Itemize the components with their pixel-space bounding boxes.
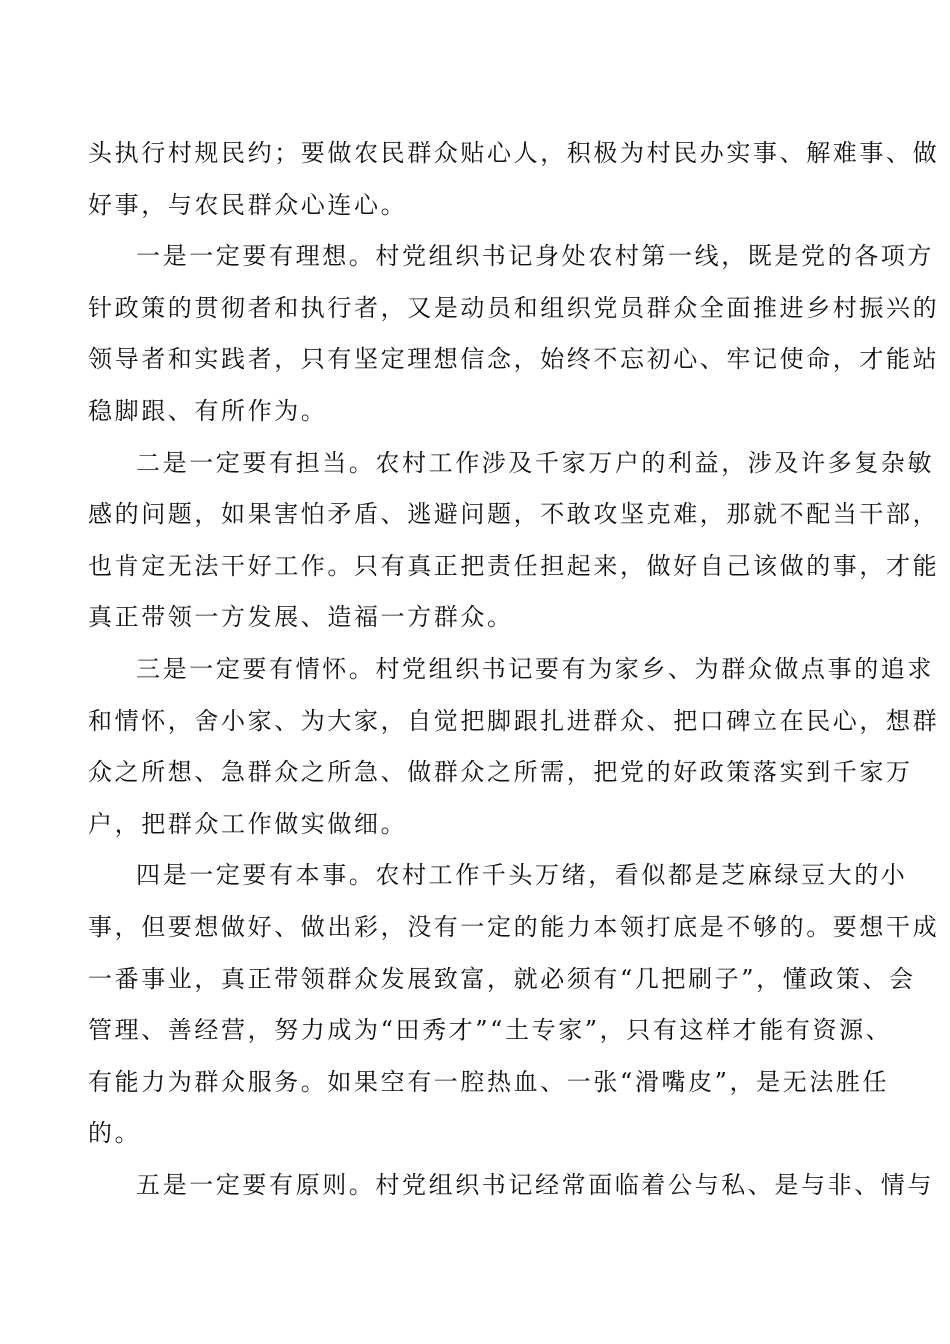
paragraph-4-start: 四是一定要有本事。农村工作千头万绪，看似都是芝麻绿豆大的小 <box>136 861 908 890</box>
text-line: 事，但要想做好、做出彩，没有一定的能力本领打底是不够的。要想干成 <box>88 912 940 941</box>
paragraph-1-start: 一是一定要有理想。村党组织书记身处农村第一线，既是党的各项方 <box>136 242 934 271</box>
paragraph-3-start: 三是一定要有情怀。村党组织书记要有为家乡、为群众做点事的追求 <box>136 654 934 683</box>
text-line: 头执行村规民约；要做农民群众贴心人，积极为村民办实事、解难事、做 <box>88 139 940 167</box>
text-line: 领导者和实践者，只有坚定理想信念，始终不忘初心、牢记使命，才能站 <box>88 345 940 374</box>
text-line: 的。 <box>88 1119 142 1148</box>
text-line: 真正带领一方发展、造福一方群众。 <box>88 603 514 632</box>
text-line: 和情怀，舍小家、为大家，自觉把脚跟扎进群众、把口碑立在民心，想群 <box>88 706 940 735</box>
paragraph-5-start: 五是一定要有原则。村党组织书记经常面临着公与私、是与非、情与 <box>136 1170 934 1199</box>
text-line: 好事，与农民群众心连心。 <box>88 190 408 219</box>
document-body <box>88 128 940 1211</box>
text-line: 稳脚跟、有所作为。 <box>88 396 328 425</box>
text-line: 针政策的贯彻者和执行者，又是动员和组织党员群众全面推进乡村振兴的 <box>88 293 940 322</box>
text-line: 管理、善经营，努力成为“田秀才”“土专家”，只有这样才能有资源、 <box>88 1016 893 1045</box>
text-line: 感的问题，如果害怕矛盾、逃避问题，不敢攻坚克难，那就不配当干部， <box>88 500 940 529</box>
text-line: 有能力为群众服务。如果空有一腔热血、一张“滑嘴皮”，是无法胜任 <box>88 1067 890 1096</box>
paragraph-2-start: 二是一定要有担当。农村工作涉及千家万户的利益，涉及许多复杂敏 <box>136 448 934 477</box>
text-line: 一番事业，真正带领群众发展致富，就必须有“几把刷子”，懂政策、会 <box>88 964 916 993</box>
text-line: 也肯定无法干好工作。只有真正把责任担起来，做好自己该做的事，才能 <box>88 551 940 580</box>
text-line: 众之所想、急群众之所急、做群众之所需，把党的好政策落实到千家万 <box>88 758 913 787</box>
text-line: 户，把群众工作做实做细。 <box>88 809 408 838</box>
